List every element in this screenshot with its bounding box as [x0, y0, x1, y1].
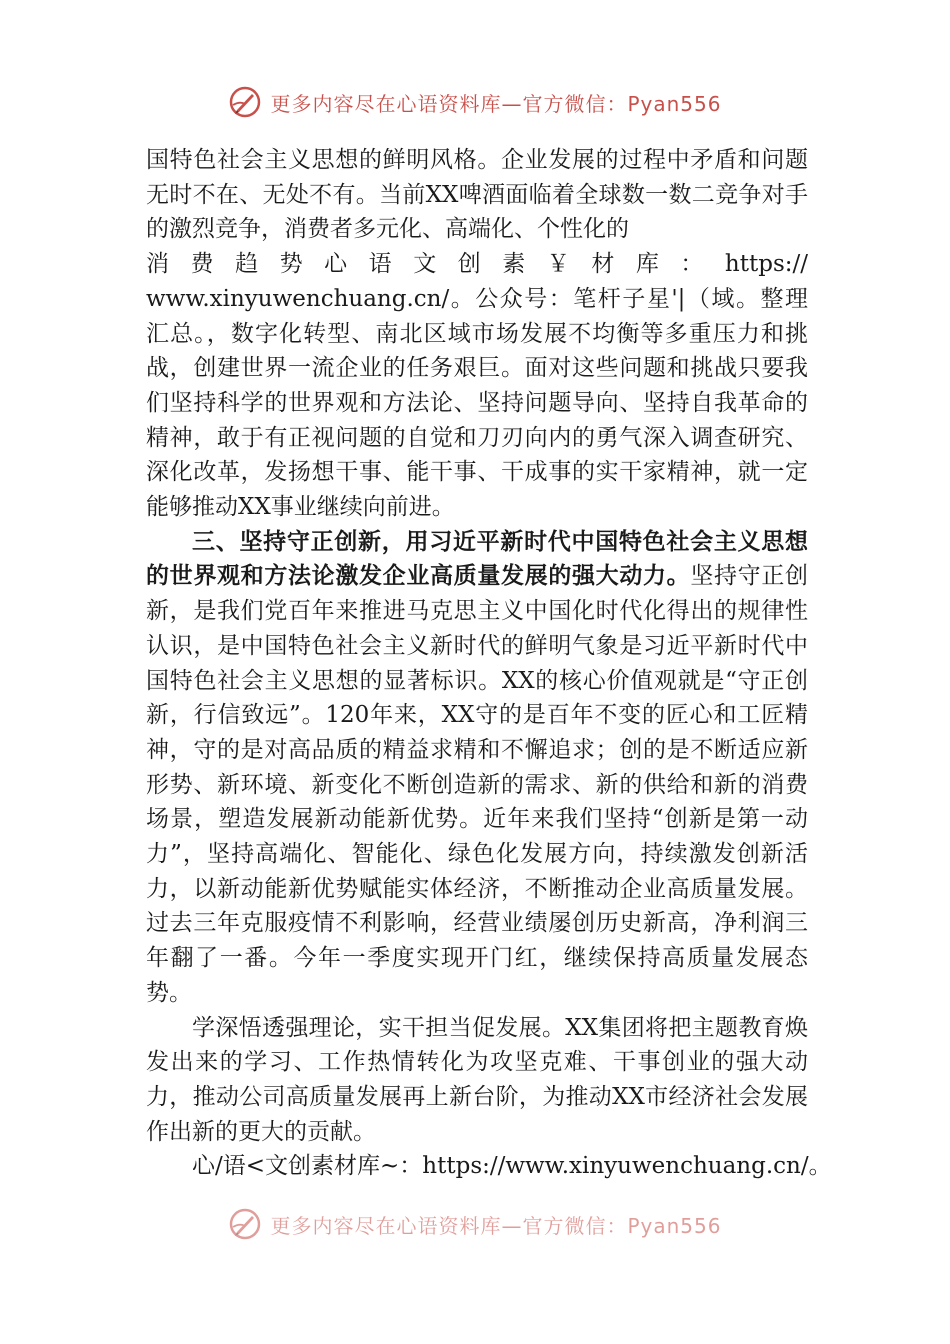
pen-logo-icon [228, 85, 262, 119]
watermark-text: 更多内容尽在心语资料库—官方微信：Pyan556 [270, 1213, 722, 1238]
source-url-line: 心/语<文创素材库~：https://www.xinyuwenchuang.cn/。 [192, 1153, 832, 1180]
paragraph-2-text: 坚持守正创新，是我们党百年来推进马克思主义中国化时代化得出的规律性认识，是中国特色社会主义新时代的鲜明气象是习近平新时代中国特色社会主义思想的显著标识。XX的核心价值观就是“守正创新，行信致远”。120年来，XX守的是百年不变的匠心和工匠精神，守的是对高品质的精益求精和不懈追求；创的是不断适应新形势、新环境、新变化不断创造新的需求、新的供给和新的消费场景，塑造发展新动能新优势。近年来我们坚持“创新是第一动力”，坚持高端化、智能化、绿色化发展方向，持续激发创新活力，以新动能新优势赋能实体经济，不断推动企业高质量发展。过去三年克服疫情不利影响，经营业绩屡创历史新高，净利润三年翻了一番。今年一季度实现开门红，继续保持高质量发展态势。 [146, 563, 809, 1006]
pen-logo-icon [228, 1207, 262, 1241]
footer-watermark-banner [0, 1204, 950, 1244]
paragraph-1-spread-line: 消费趋势心语文创素￥材库：https:// [146, 251, 808, 278]
paragraph-2 [146, 525, 808, 1011]
paragraph-1-end: www.xinyuwenchuang.cn/。公众号：笔杆子星'|（域。整理汇总。，数字化转型、南北区域市场发展不均衡等多重压力和挑战，创建世界一流企业的任务艰巨。面对这些问题和挑战只要我们坚持科学的世界观和方法论、坚持问题导向、坚持自我革命的精神，敢于有正视问题的自觉和刀刃向内的勇气深入调查研究、深化改革，发扬想干事、能干事、干成事的实干家精神，就一定能够推动XX事业继续向前进。 [146, 285, 808, 521]
watermark-text: 更多内容尽在心语资料库—官方微信：Pyan556 [270, 91, 722, 116]
header-watermark-banner [0, 82, 950, 122]
document-body [146, 143, 832, 1184]
paragraph-1-start: 国特色社会主义思想的鲜明风格。企业发展的过程中矛盾和问题无时不在、无处不有。当前XX啤酒面临着全球数一数二竞争对手的激烈竞争，消费者多元化、高端化、个性化的 [146, 147, 808, 243]
section-heading-3: 三、坚持守正创新，用习近平新时代中国特色社会主义思想的世界观和方法论激发企业高质量发展的强大动力。 [146, 528, 808, 590]
paragraph-3: 学深悟透强理论，实干担当促发展。XX集团将把主题教育焕发出来的学习、工作热情转化为攻坚克难、干事创业的强大动力，推动公司高质量发展再上新台阶，为推动XX市经济社会发展作出新的更大的贡献。 [146, 1014, 808, 1145]
